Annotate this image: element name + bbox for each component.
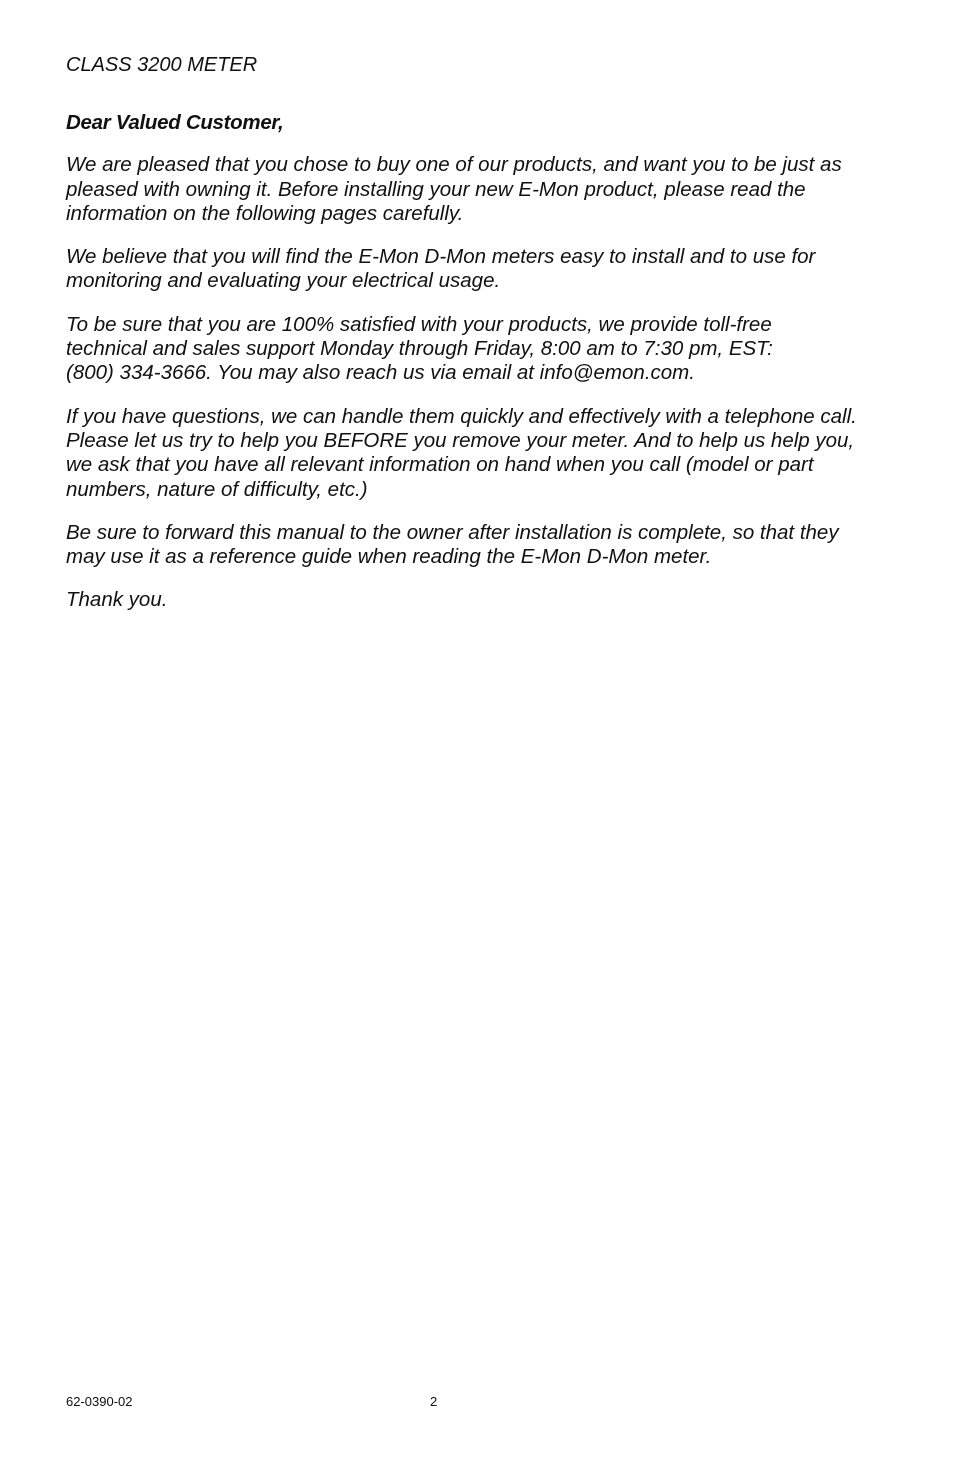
paragraph-line: Be sure to forward this manual to the owner after installation is complete, so that they xyxy=(66,520,839,544)
letter-paragraph xyxy=(66,245,906,294)
paragraph-line: Thank you. xyxy=(66,588,168,612)
letter-closing xyxy=(66,588,906,612)
letter-paragraph xyxy=(66,313,906,386)
paragraph-line: (800) 334-3666. You may also reach us via email at info@emon.com. xyxy=(66,361,695,385)
paragraph-line: Please let us try to help you BEFORE you remove your meter. And to help us help you, xyxy=(66,428,855,452)
paragraph-line: pleased with owning it. Before installing your new E-Mon product, please read the xyxy=(66,177,806,201)
page-number: 2 xyxy=(430,1394,438,1409)
paragraph-line: may use it as a reference guide when reading the E-Mon D-Mon meter. xyxy=(66,545,712,569)
paragraph-line: To be sure that you are 100% satisfied with your products, we provide toll-free xyxy=(66,312,772,336)
letter-body xyxy=(66,111,906,632)
letter-paragraph xyxy=(66,153,906,226)
paragraph-line: technical and sales support Monday through Friday, 8:00 am to 7:30 pm, EST: xyxy=(66,337,773,361)
paragraph-line: We are pleased that you chose to buy one of our products, and want you to be just as xyxy=(66,153,842,177)
paragraph-line: we ask that you have all relevant information on hand when you call (model or part xyxy=(66,453,814,477)
letter-paragraph xyxy=(66,405,906,502)
paragraph-line: numbers, nature of difficulty, etc.) xyxy=(66,477,368,501)
document-number: 62-0390-02 xyxy=(66,1394,133,1409)
letter-paragraph xyxy=(66,521,906,570)
letter-greeting: Dear Valued Customer, xyxy=(66,111,284,134)
paragraph-line: We believe that you will find the E-Mon D-Mon meters easy to install and to use for xyxy=(66,245,816,269)
page-header-title: CLASS 3200 METER xyxy=(66,54,258,76)
paragraph-line: monitoring and evaluating your electrical usage. xyxy=(66,269,501,293)
paragraph-line: information on the following pages carefully. xyxy=(66,201,464,225)
paragraph-line: If you have questions, we can handle them quickly and effectively with a telephone call. xyxy=(66,404,857,428)
